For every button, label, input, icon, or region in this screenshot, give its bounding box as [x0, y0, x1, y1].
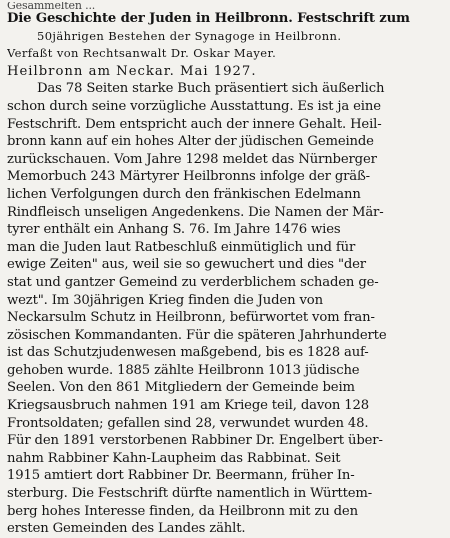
text-line: tyrer enthält ein Anhang S. 76. Im Jahre 1476 wies: [7, 222, 341, 238]
text-line: Für den 1891 verstorbenen Rabbiner Dr. Engelbert über-: [7, 433, 383, 449]
text-line: Memorbuch 243 Märtyrer Heilbronns infolge der gräß-: [7, 169, 370, 185]
cut-off-top-line: Gesammelten ...: [7, 2, 96, 10]
text-line: sterburg. Die Festschrift dürfte namentlich in Württem-: [7, 486, 373, 502]
article-subtitle: 50jährigen Bestehen der Synagoge in Heilbronn.: [37, 28, 342, 43]
text-line: Kriegsausbruch nahmen 191 am Kriege teil, davon 128: [7, 398, 370, 414]
text-line: nahm Rabbiner Kahn-Laupheim das Rabbinat. Seit: [7, 450, 341, 466]
article-author: Verfaßt von Rechtsanwalt Dr. Oskar Mayer.: [7, 46, 277, 61]
text-line: bronn kann auf ein hohes Alter der jüdischen Gemeinde: [7, 134, 374, 150]
text-line: Rindfleisch unseligen Angedenkens. Die Namen der Mär-: [7, 204, 384, 220]
text-line: 1915 amtiert dort Rabbiner Dr. Beermann, früher In-: [7, 468, 355, 484]
text-line: ewige Zeiten" aus, weil sie so gewuchert und dies "der: [7, 257, 366, 273]
text-line: lichen Verfolgungen durch den fränkischen Edelmann: [7, 186, 361, 202]
text-line: wezt". Im 30jährigen Krieg finden die Juden von: [7, 292, 323, 308]
text-line: zurückschauen. Vom Jahre 1298 meldet das Nürnberger: [7, 151, 377, 167]
text-line: Neckarsulm Schutz in Heilbronn, befürwortet vom fran-: [7, 310, 375, 326]
text-line: gehoben wurde. 1885 zählte Heilbronn 1013 jüdische: [7, 362, 360, 378]
text-line: Das 78 Seiten starke Buch präsentiert sich äußerlich: [37, 81, 385, 97]
text-line: ist das Schutzjudenwesen maßgebend, bis es 1828 auf-: [7, 345, 369, 361]
article-publication: Heilbronn am Neckar. Mai 1927.: [7, 63, 257, 79]
text-line: zösischen Kommandanten. Für die späteren Jahrhunderte: [7, 327, 387, 343]
text-line: stat und gantzer Gemeind zu verderblichem schaden ge-: [7, 274, 379, 290]
text-line: man die Juden laut Ratbeschluß einmütiglich und für: [7, 239, 356, 255]
text-line: Festschrift. Dem entspricht auch der innere Gehalt. Heil-: [7, 116, 382, 132]
text-line: Seelen. Von den 861 Mitgliedern der Gemeinde beim: [7, 380, 355, 396]
text-line: schon durch seine vorzügliche Ausstattung. Es ist ja eine: [7, 98, 381, 114]
article-title: Die Geschichte der Juden in Heilbronn. Festschrift zum: [7, 11, 410, 26]
text-line: berg hohes Interesse finden, da Heilbronn mit zu den: [7, 503, 358, 519]
text-line: Frontsoldaten; gefallen sind 28, verwundet wurden 48.: [7, 415, 369, 431]
text-line: ersten Gemeinden des Landes zählt.: [7, 521, 246, 537]
